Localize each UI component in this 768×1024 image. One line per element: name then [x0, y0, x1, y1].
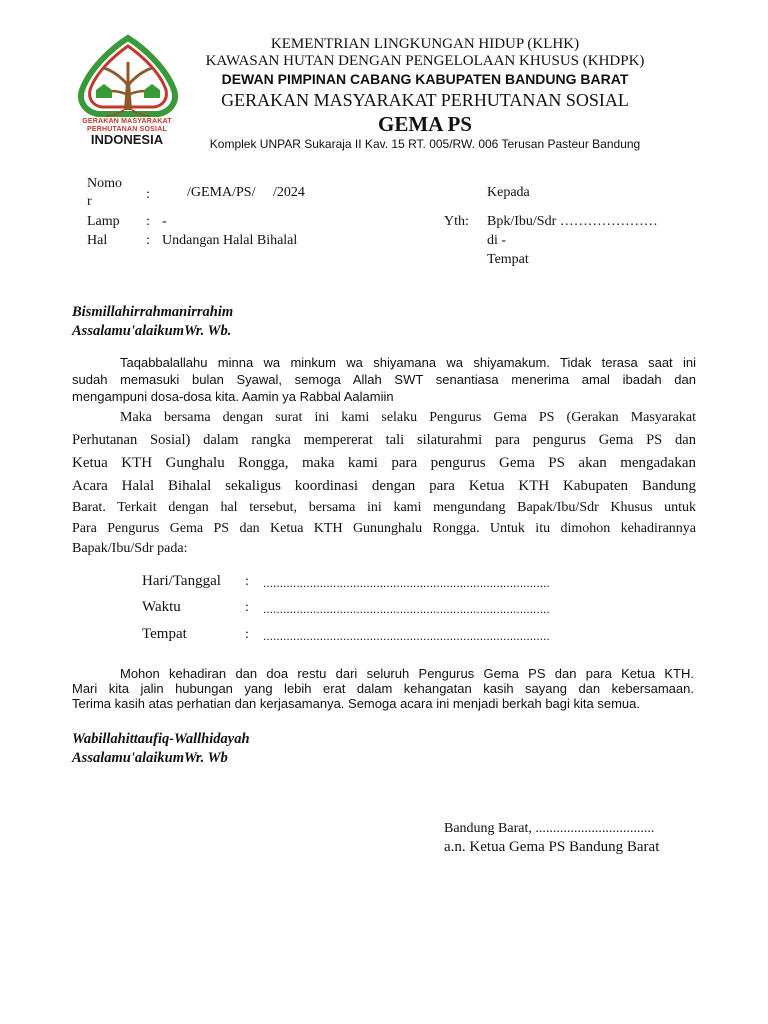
event-time-label: Waktu — [142, 599, 181, 615]
header-address: Komplek UNPAR Sukaraja II Kav. 15 RT. 005/RW. 006 Terusan Pasteur Bandung — [209, 137, 641, 151]
hal-separator: : — [146, 233, 150, 248]
header-movement: GERAKAN MASYARAKAT PERHUTANAN SOSIAL — [221, 90, 629, 110]
nomor-label-a: Nomo — [87, 176, 122, 191]
lamp-value: - — [162, 214, 167, 229]
lamp-label: Lamp — [87, 214, 120, 229]
paragraph-opening — [72, 355, 696, 404]
logo-text-line3: INDONESIA — [90, 132, 164, 147]
recipient-di: di - — [487, 233, 507, 248]
event-place-value: ...................................................................................... — [263, 629, 550, 643]
event-day-label: Hari/Tanggal — [142, 573, 221, 589]
paragraph-invitation-line: Para Pengurus Gema PS dan Ketua KTH Gununghalu Rongga. Untuk itu dimohon kehadirannya — [72, 521, 696, 536]
paragraph-invitation-line: Bapak/Ibu/Sdr pada: — [72, 541, 188, 556]
yth-label: Yth: — [444, 214, 469, 229]
header-area: KAWASAN HUTAN DENGAN PENGELOLAAN KHUSUS (KHDPK) — [205, 53, 645, 69]
paragraph-invitation-line: Perhutanan Sosial) dalam rangka mempererat tali silaturahmi para pengurus Gema PS dan — [72, 432, 696, 448]
paragraph-opening-line: Taqabbalallahu minna wa minkum wa shiyamana wa shiyamakum. Tidak terasa saat ini — [120, 355, 696, 370]
paragraph-closing-line: Mari kita jalin hubungan yang lebih erat dalam kehangatan kasih sayang dan kebersamaan. — [72, 681, 694, 696]
greeting-bismillah: Bismillahirrahmanirrahim — [72, 304, 234, 320]
nomor-label-b: r — [87, 194, 92, 209]
kepada-label: Kepada — [487, 185, 530, 200]
paragraph-opening-line: sudah memasuki bulan Syawal, semoga Allah SWT senantiasa menerima amal ibadah dan — [72, 372, 696, 387]
nomor-separator: : — [146, 187, 150, 202]
recipient-tempat: Tempat — [487, 252, 529, 267]
paragraph-closing — [72, 666, 694, 711]
recipient: Bpk/Ibu/Sdr ………………… — [487, 214, 658, 229]
logo-text-line1: GERAKAN MASYARAKAT — [82, 118, 172, 125]
closing-wabillahi: Wabillahittaufiq-Wallhidayah — [72, 731, 250, 747]
event-day-separator: : — [245, 574, 249, 589]
signature-on-behalf: a.n. Ketua Gema PS Bandung Barat — [444, 839, 660, 855]
paragraph-invitation-line: Acara Halal Bihalal sekaligus koordinasi dengan para Ketua KTH Kabupaten Bandung — [72, 478, 696, 494]
event-place-separator: : — [245, 627, 249, 642]
paragraph-invitation — [72, 409, 696, 558]
signature-place-date: Bandung Barat, .................................. — [444, 821, 655, 836]
paragraph-closing-line: Terima kasih atas perhatian dan kerjasamanya. Semoga acara ini menjadi berkah bagi kita semua. — [72, 696, 640, 711]
lamp-separator: : — [146, 214, 150, 229]
paragraph-invitation-line: Barat. Terkait dengan hal tersebut, bersama ini kami mengundang Bapak/Ibu/Sdr Khusus untuk — [72, 500, 696, 515]
event-day-value: ...................................................................................... — [263, 576, 550, 590]
header-ministry: KEMENTRIAN LINGKUNGAN HIDUP (KLHK) — [270, 36, 580, 52]
hal-label: Hal — [87, 233, 108, 248]
paragraph-opening-line: mengampuni dosa-dosa kita. Aamin ya Rabbal Aalamiin — [72, 389, 394, 404]
logo-text-line2: PERHUTANAN SOSIAL — [87, 126, 167, 133]
event-time-separator: : — [245, 600, 249, 615]
paragraph-invitation-line: Maka bersama dengan surat ini kami selaku Pengurus Gema PS (Gerakan Masyarakat — [120, 410, 696, 425]
hal-value: Undangan Halal Bihalal — [162, 233, 298, 248]
greeting-salam: Assalamu'alaikumWr. Wb. — [72, 323, 232, 339]
event-time-value: ...................................................................................... — [263, 602, 550, 616]
closing-salam: Assalamu'alaikumWr. Wb — [72, 750, 228, 766]
header-org-name: GEMA PS — [378, 112, 472, 136]
header-branch: DEWAN PIMPINAN CABANG KABUPATEN BANDUNG BARAT — [221, 71, 629, 87]
paragraph-invitation-line: Ketua KTH Gunghalu Rongga, maka kami para pengurus Gema PS akan mengadakan — [72, 455, 696, 471]
event-place-label: Tempat — [142, 626, 187, 642]
nomor-value: /GEMA/PS/ /2024 — [187, 185, 305, 200]
paragraph-closing-line: Mohon kehadiran dan doa restu dari seluruh Pengurus Gema PS dan para Ketua KTH. — [120, 666, 694, 681]
